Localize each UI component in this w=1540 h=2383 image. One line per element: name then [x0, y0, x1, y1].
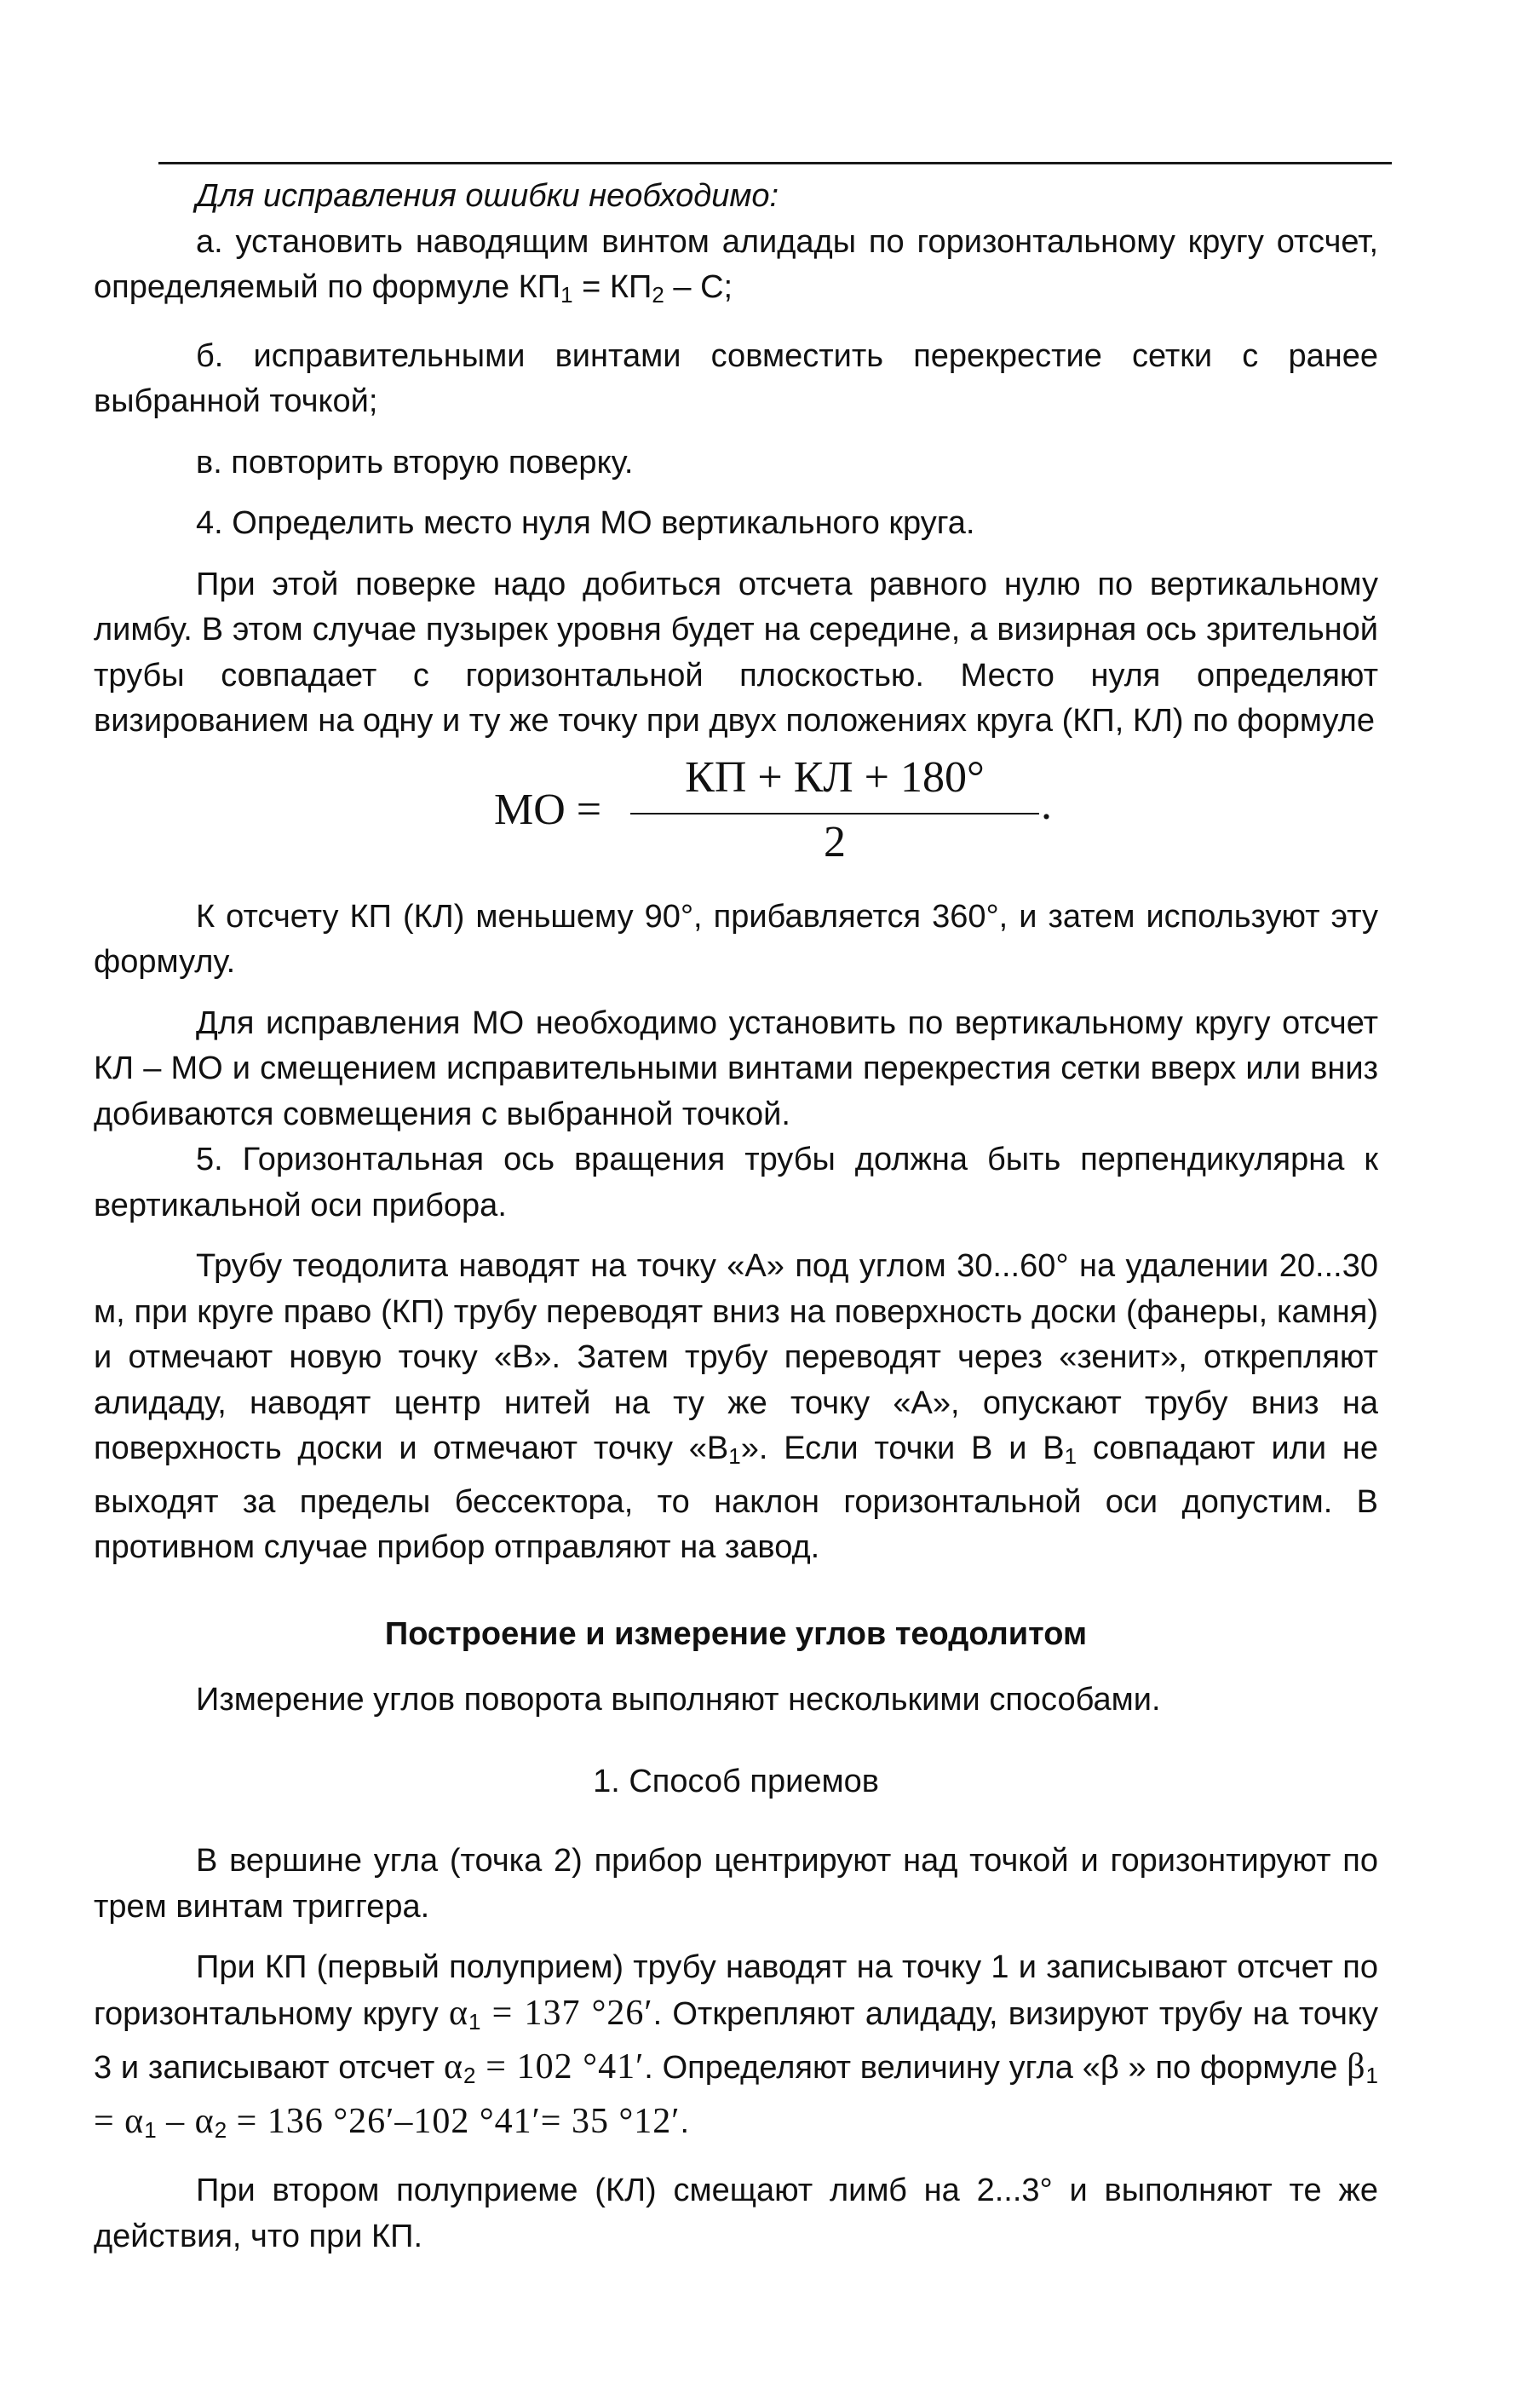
alpha2-subscript: 2 [463, 2063, 476, 2088]
halfset-text-c: . Определяют величину угла «β » по формуле [644, 2050, 1348, 2086]
alpha1-subscript: 1 [468, 2008, 481, 2035]
paragraph-second-halfset: При втором полуприеме (КЛ) смещают лимб на 2...3° и выполняют те же действия, что при КП. [94, 2173, 1378, 2254]
paragraph-axis-procedure [94, 1244, 1378, 1571]
axis-text-b: ». Если точки В и В [740, 1430, 1065, 1466]
step-a-end: – С; [664, 269, 733, 305]
paragraph-check-4: 4. Определить место нуля МО вертикального круга. [196, 505, 975, 541]
step-a-sub2: 2 [652, 282, 664, 308]
step-a-mid: = КП [572, 269, 652, 305]
formula-end: . [1041, 780, 1052, 829]
paragraph-mo-description: При этой поверке надо добиться отсчета равного нулю по вертикальному лимбу. В этом случае пузырек уровня будет на середине, а визирная ось зрительной трубы совпадает с горизонтальной плоскостью. Место нуля определяют визированием на одну и ту же точку при двух положениях круга (КП, КЛ) по формуле [94, 566, 1378, 739]
axis-sub2: 1 [1064, 1443, 1077, 1469]
halfset-text-b: . Открепляют алидаду, визируют трубу на точку 3 и записывают отсчет [94, 1995, 1378, 2086]
halfset-end: . [680, 2104, 690, 2140]
axis-sub1: 1 [728, 1443, 741, 1469]
mo-formula [94, 753, 1378, 869]
axis-text-a: Трубу теодолита наводят на точку «А» под углом 30...60° на удалении 20...30 м, при круге право (КП) трубу переводят вниз на поверхность доски (фанеры, камня) и отмечают новую точку «В». Затем трубу переводят через «зенит», открепляют алидаду, наводят центр нитей на ту же точку «А», опускают трубу вниз на поверхность доски и отмечают точку «В [94, 1248, 1378, 1466]
beta-expr-sub1: 1 [144, 2116, 157, 2143]
body-text [94, 174, 1378, 2259]
top-rule [158, 162, 1392, 164]
paragraph-methods: Измерение углов поворота выполняют несколькими способами. [196, 1682, 1161, 1718]
formula-fraction-bar [630, 813, 1039, 814]
paragraph-step-v: в. повторить вторую поверку. [196, 444, 634, 481]
halfset-text-a: При КП (первый полуприем) трубу наводят на точку 1 и записывают отсчет по горизонтальному кругу [94, 1949, 1378, 2032]
alpha1-symbol: α [449, 1993, 469, 2033]
step-a-sub1: 1 [560, 282, 573, 308]
formula-numerator: КП + КЛ + 180° [685, 752, 985, 802]
paragraph-check-5: 5. Горизонтальная ось вращения трубы должна быть перпендикулярна к вертикальной оси прибора. [94, 1142, 1378, 1223]
beta-expr-b: – α [156, 2101, 215, 2141]
paragraph-intro: Для исправления ошибки необходимо: [196, 178, 779, 214]
alpha2-value: = 102 °41′ [475, 2047, 645, 2087]
beta-symbol: β [1347, 2047, 1366, 2087]
alpha1-value: = 137 °26′ [480, 1993, 653, 2033]
alpha2-symbol: α [444, 2047, 464, 2087]
paragraph-mo-correction: Для исправления МО необходимо установить по вертикальному кругу отсчет КЛ – МО и смещением исправительными винтами перекрестия сетки вверх или вниз добиваются совмещения с выбранной точкой. [94, 1004, 1378, 1132]
paragraph-step-b: б. исправительными винтами совместить перекрестие сетки с ранее выбранной точкой; [94, 337, 1378, 419]
paragraph-vertex: В вершине угла (точка 2) прибор центрируют над точкой и горизонтируют по трем винтам триггера. [94, 1843, 1378, 1925]
beta-expr-a: = α [94, 2101, 145, 2141]
section-heading: Построение и измерение углов теодолитом [384, 1615, 1088, 1652]
paragraph-step-a [94, 220, 1378, 319]
subsection-heading: 1. Способ приемов [593, 1763, 879, 1799]
formula-denominator: 2 [824, 817, 846, 866]
paragraph-kp-note: К отсчету КП (КЛ) меньшему 90°, прибавляется 360°, и затем используют эту формулу. [94, 898, 1378, 980]
formula-lhs: МО = [494, 785, 602, 834]
step-a-text: а. установить наводящим винтом алидады по горизонтальному кругу отсчет, определяемый по формуле КП [94, 223, 1378, 305]
beta-expr-sub2: 2 [214, 2116, 227, 2143]
beta-expr-c: = 136 °26′–102 °41′= 35 °12′ [227, 2101, 681, 2141]
beta-subscript: 1 [1365, 2063, 1379, 2088]
paragraph-first-halfset [94, 1945, 1378, 2153]
axis-text-c: совпадают или не выходят за пределы бессектора, то наклон горизонтальной оси допустим. В противном случае прибор отправляют на завод. [94, 1430, 1378, 1565]
